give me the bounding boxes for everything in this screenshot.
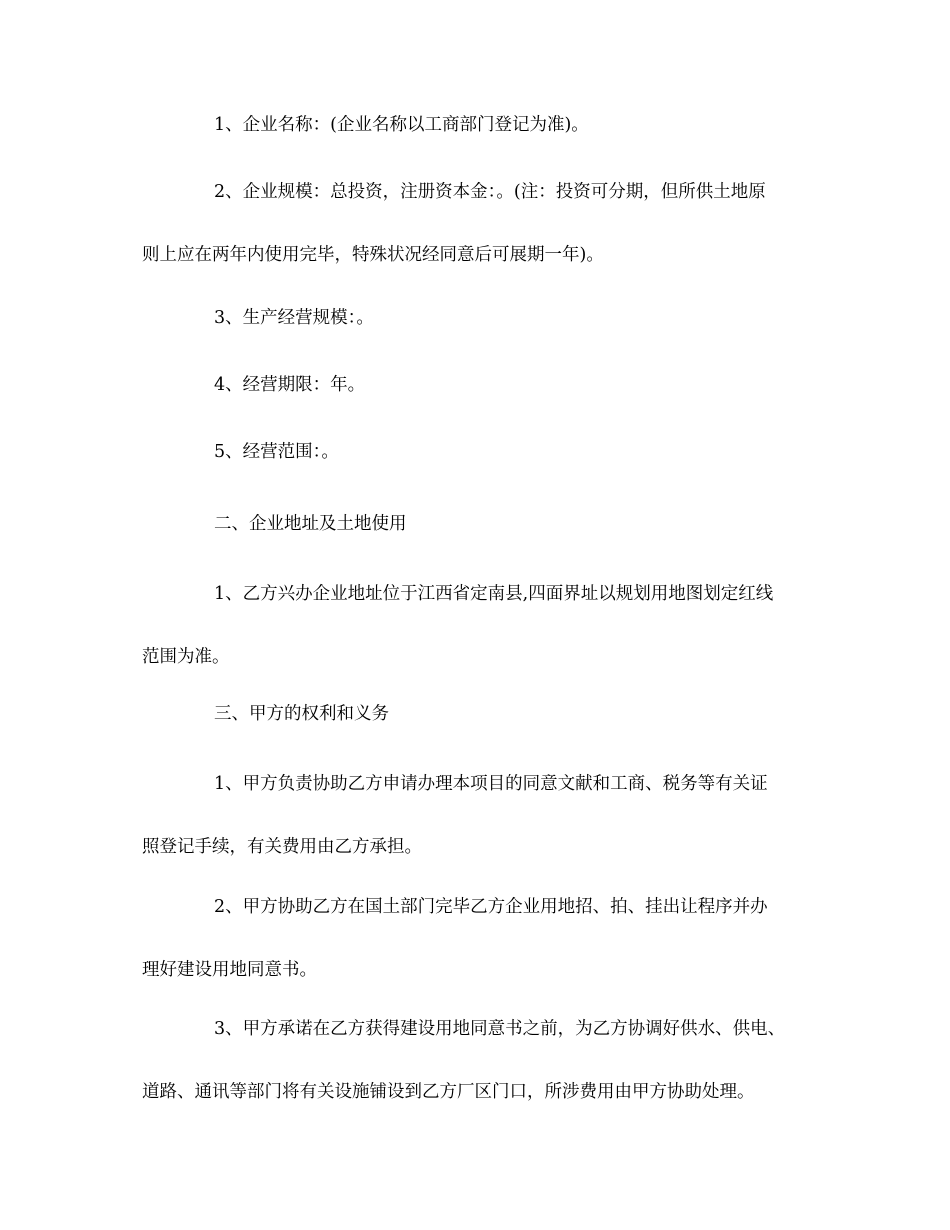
text-line: 1、乙方兴办企业地址位于江西省定南县,四面界址以规划用地图划定红线 — [214, 584, 774, 604]
text-line: 三、甲方的权利和义务 — [214, 704, 389, 724]
text-line: 二、企业地址及土地使用 — [214, 514, 407, 534]
text-line: 3、甲方承诺在乙方获得建设用地同意书之前，为乙方协调好供水、供电、 — [214, 1019, 786, 1039]
paragraph-business-scope — [142, 421, 822, 484]
text-line: 理好建设用地同意书。 — [142, 960, 317, 980]
paragraph-company-name — [142, 94, 822, 157]
paragraph-party-a-duty-1 — [142, 753, 822, 879]
text-line: 3、生产经营规模：。 — [214, 308, 374, 328]
text-line: 5、经营范围：。 — [214, 442, 339, 462]
text-line: 2、企业规模：总投资，注册资本金：。(注：投资可分期，但所供土地原 — [214, 182, 766, 202]
text-line: 照登记手续，有关费用由乙方承担。 — [142, 837, 422, 857]
paragraph-company-scale — [142, 161, 822, 287]
section-heading-address — [142, 493, 822, 556]
text-line: 4、经营期限：年。 — [214, 375, 366, 395]
text-line: 1、甲方负责协助乙方申请办理本项目的同意文献和工商、税务等有关证 — [214, 774, 768, 794]
text-line: 2、甲方协助乙方在国土部门完毕乙方企业用地招、拍、挂出让程序并办 — [214, 897, 768, 917]
text-line: 1、企业名称：(企业名称以工商部门登记为准)。 — [214, 115, 589, 135]
text-line: 道路、通讯等部门将有关设施铺设到乙方厂区门口，所涉费用由甲方协助处理。 — [142, 1082, 755, 1102]
text-line: 范围为准。 — [142, 647, 230, 667]
paragraph-party-a-duty-3 — [142, 998, 822, 1124]
paragraph-party-a-duty-2 — [142, 876, 822, 1002]
paragraph-production-scale — [142, 287, 822, 350]
section-heading-party-a-rights — [142, 683, 822, 746]
paragraph-company-address — [142, 563, 822, 689]
text-line: 则上应在两年内使用完毕，特殊状况经同意后可展期一年)。 — [142, 245, 604, 265]
paragraph-operating-period — [142, 354, 822, 417]
